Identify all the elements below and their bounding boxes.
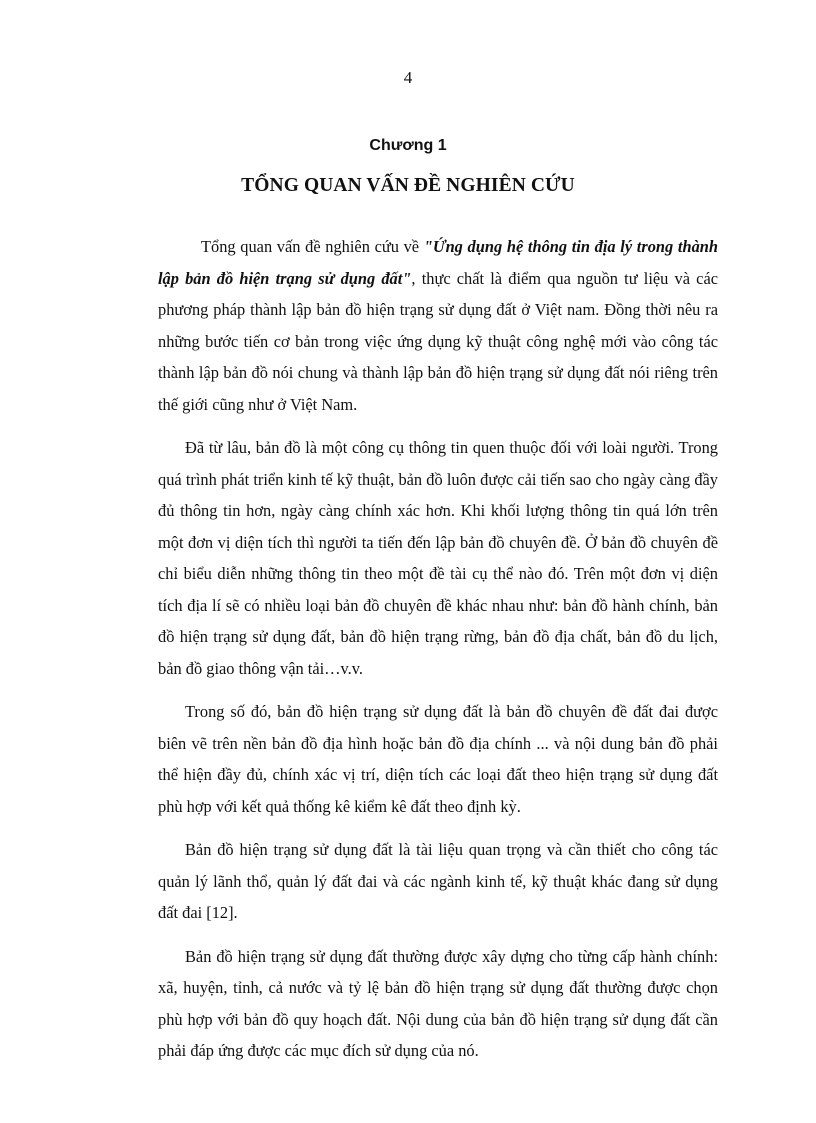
- paragraph-1-emphasized-title: "Ứng dụng hệ thông tin địa lý trong thành lập bản đồ hiện trạng sử dụng đất": [158, 237, 718, 288]
- paragraph-3: Trong số đó, bản đồ hiện trạng sử dụng đất là bản đồ chuyên đề đất đai được biên vẽ trên nền bản đồ địa hình hoặc bản đồ địa chính ... và nội dung bản đồ phải thể hiện đầy đủ, chính xác vị trí, diện tích các loại đất theo hiện trạng sử dụng đất phù hợp với kết quả thống kê kiểm kê đất theo định kỳ.: [158, 702, 718, 816]
- chapter-title: TỔNG QUAN VẤN ĐỀ NGHIÊN CỨU: [241, 175, 575, 196]
- paragraph-1-lead: Tổng quan vấn đề nghiên cứu về: [201, 237, 424, 256]
- paragraph-1-rest: , thực chất là điểm qua nguồn tư liệu và các phương pháp thành lập bản đồ hiện trạng sử dụng đất ở Việt nam. Đồng thời nêu ra những bước tiến cơ bản trong việc ứng dụng kỹ thuật công nghệ mới vào công tác thành lập bản đồ nói chung và thành lập bản đồ hiện trạng sử dụng đất nói riêng trên thế giới cũng như ở Việt Nam.: [158, 268, 719, 414]
- chapter-label: Chương 1: [369, 137, 447, 154]
- paragraph-4: Bản đồ hiện trạng sử dụng đất là tài liệu quan trọng và cần thiết cho công tác quản lý lãnh thổ, quản lý đất đai và các ngành kinh tế, kỹ thuật khác đang sử dụng đất đai [12].: [158, 840, 718, 922]
- body-text: [158, 231, 718, 1079]
- paragraph-1: [158, 231, 718, 420]
- paragraph-5: Bản đồ hiện trạng sử dụng đất thường được xây dựng cho từng cấp hành chính: xã, huyện, tỉnh, cả nước và tỷ lệ bản đồ hiện trạng sử dụng đất thường được chọn phù hợp với bản đồ quy hoạch đất. Nội dung của bản đồ hiện trạng sử dụng đất cần phải đáp ứng được các mục đích sử dụng của nó.: [158, 946, 718, 1060]
- paragraph-2: Đã từ lâu, bản đồ là một công cụ thông tin quen thuộc đối với loài người. Trong quá trình phát triển kinh tế kỹ thuật, bản đồ luôn được cải tiến sao cho ngày càng đầy đủ thông tin hơn, ngày càng chính xác hơn. Khi khối lượng thông tin quá lớn trên một đơn vị diện tích thì người ta tiến đến lập bản đồ chuyên đề. Ở bản đồ chuyên đề chỉ biểu diễn những thông tin theo một đề tài cụ thể nào đó. Trên một đơn vị diện tích địa lí sẽ có nhiều loại bản đồ chuyên đề khác nhau như: bản đồ hành chính, bản đồ hiện trạng sử dụng đất, bản đồ hiện trạng rừng, bản đồ địa chất, bản đồ du lịch, bản đồ giao thông vận tải…v.v.: [158, 438, 718, 678]
- page-number: 4: [403, 68, 413, 87]
